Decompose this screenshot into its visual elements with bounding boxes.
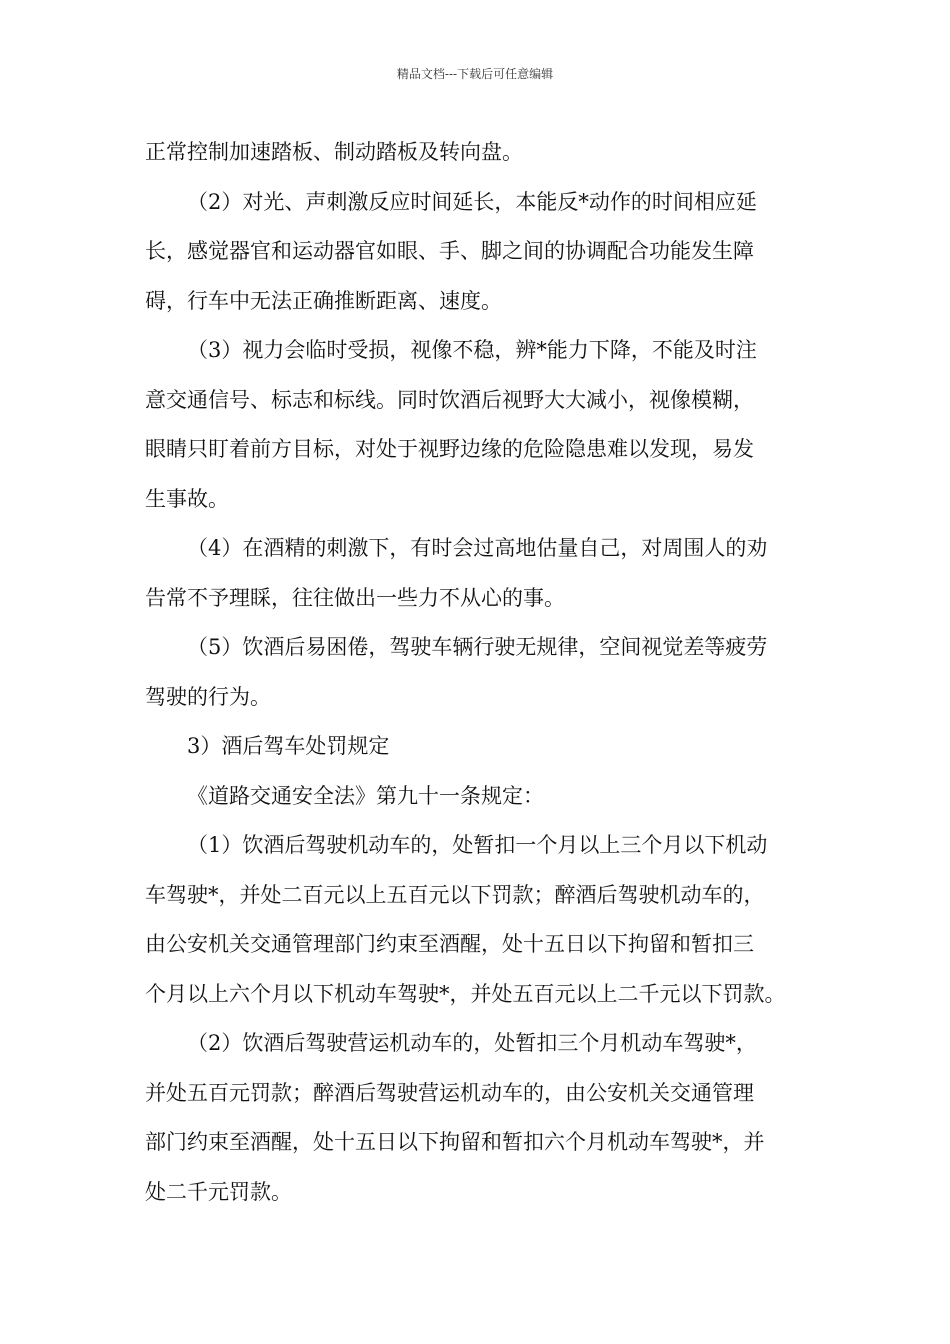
text-line: 个月以上六个月以下机动车驾驶*，并处五百元以上二千元以下罚款。 xyxy=(145,981,786,1006)
text-line: （5）饮酒后易困倦，驾驶车辆行驶无规律，空间视觉差等疲劳 xyxy=(187,635,768,659)
document-body xyxy=(145,128,815,1217)
page-header: 精品文档---下载后可任意编辑 xyxy=(396,67,554,81)
text-line: 部门约束至酒醒，处十五日以下拘留和暂扣六个月机动车驾驶*，并 xyxy=(145,1130,765,1154)
text-line: （3）视力会临时受损，视像不稳，辨*能力下降，不能及时注 xyxy=(187,338,757,362)
text-line: 《道路交通安全法》第九十一条规定： xyxy=(187,783,544,808)
text-line: （1）饮酒后驾驶机动车的，处暂扣一个月以上三个月以下机动 xyxy=(187,833,768,857)
text-line: 生事故。 xyxy=(145,486,229,511)
text-line: 车驾驶*，并处二百元以上五百元以下罚款；醉酒后驾驶机动车的， xyxy=(145,882,765,907)
text-line: 意交通信号、标志和标线。同时饮酒后视野大大减小，视像模糊， xyxy=(145,387,754,412)
text-line: 由公安机关交通管理部门约束至酒醒，处十五日以下拘留和暂扣三 xyxy=(145,932,754,956)
text-line: 并处五百元罚款；醉酒后驾驶营运机动车的，由公安机关交通管理 xyxy=(145,1080,754,1105)
section-heading: 3）酒后驾车处罚规定 xyxy=(187,734,390,758)
text-line: 处二千元罚款。 xyxy=(145,1179,292,1204)
text-line: 正常控制加速踏板、制动踏板及转向盘。 xyxy=(145,140,523,164)
text-line: （2）饮酒后驾驶营运机动车的，处暂扣三个月机动车驾驶*， xyxy=(187,1031,757,1055)
text-line: 长，感觉器官和运动器官如眼、手、脚之间的协调配合功能发生障 xyxy=(145,239,754,263)
text-line: 眼睛只盯着前方目标，对处于视野边缘的危险隐患难以发现，易发 xyxy=(145,437,754,461)
text-line: 驾驶的行为。 xyxy=(145,684,271,709)
text-line: （2）对光、声刺激反应时间延长，本能反*动作的时间相应延 xyxy=(187,189,757,214)
text-line: 碍，行车中无法正确推断距离、速度。 xyxy=(145,288,502,313)
text-line: （4）在酒精的刺激下，有时会过高地估量自己，对周围人的劝 xyxy=(187,536,768,560)
text-line: 告常不予理睬，往往做出一些力不从心的事。 xyxy=(145,585,565,610)
